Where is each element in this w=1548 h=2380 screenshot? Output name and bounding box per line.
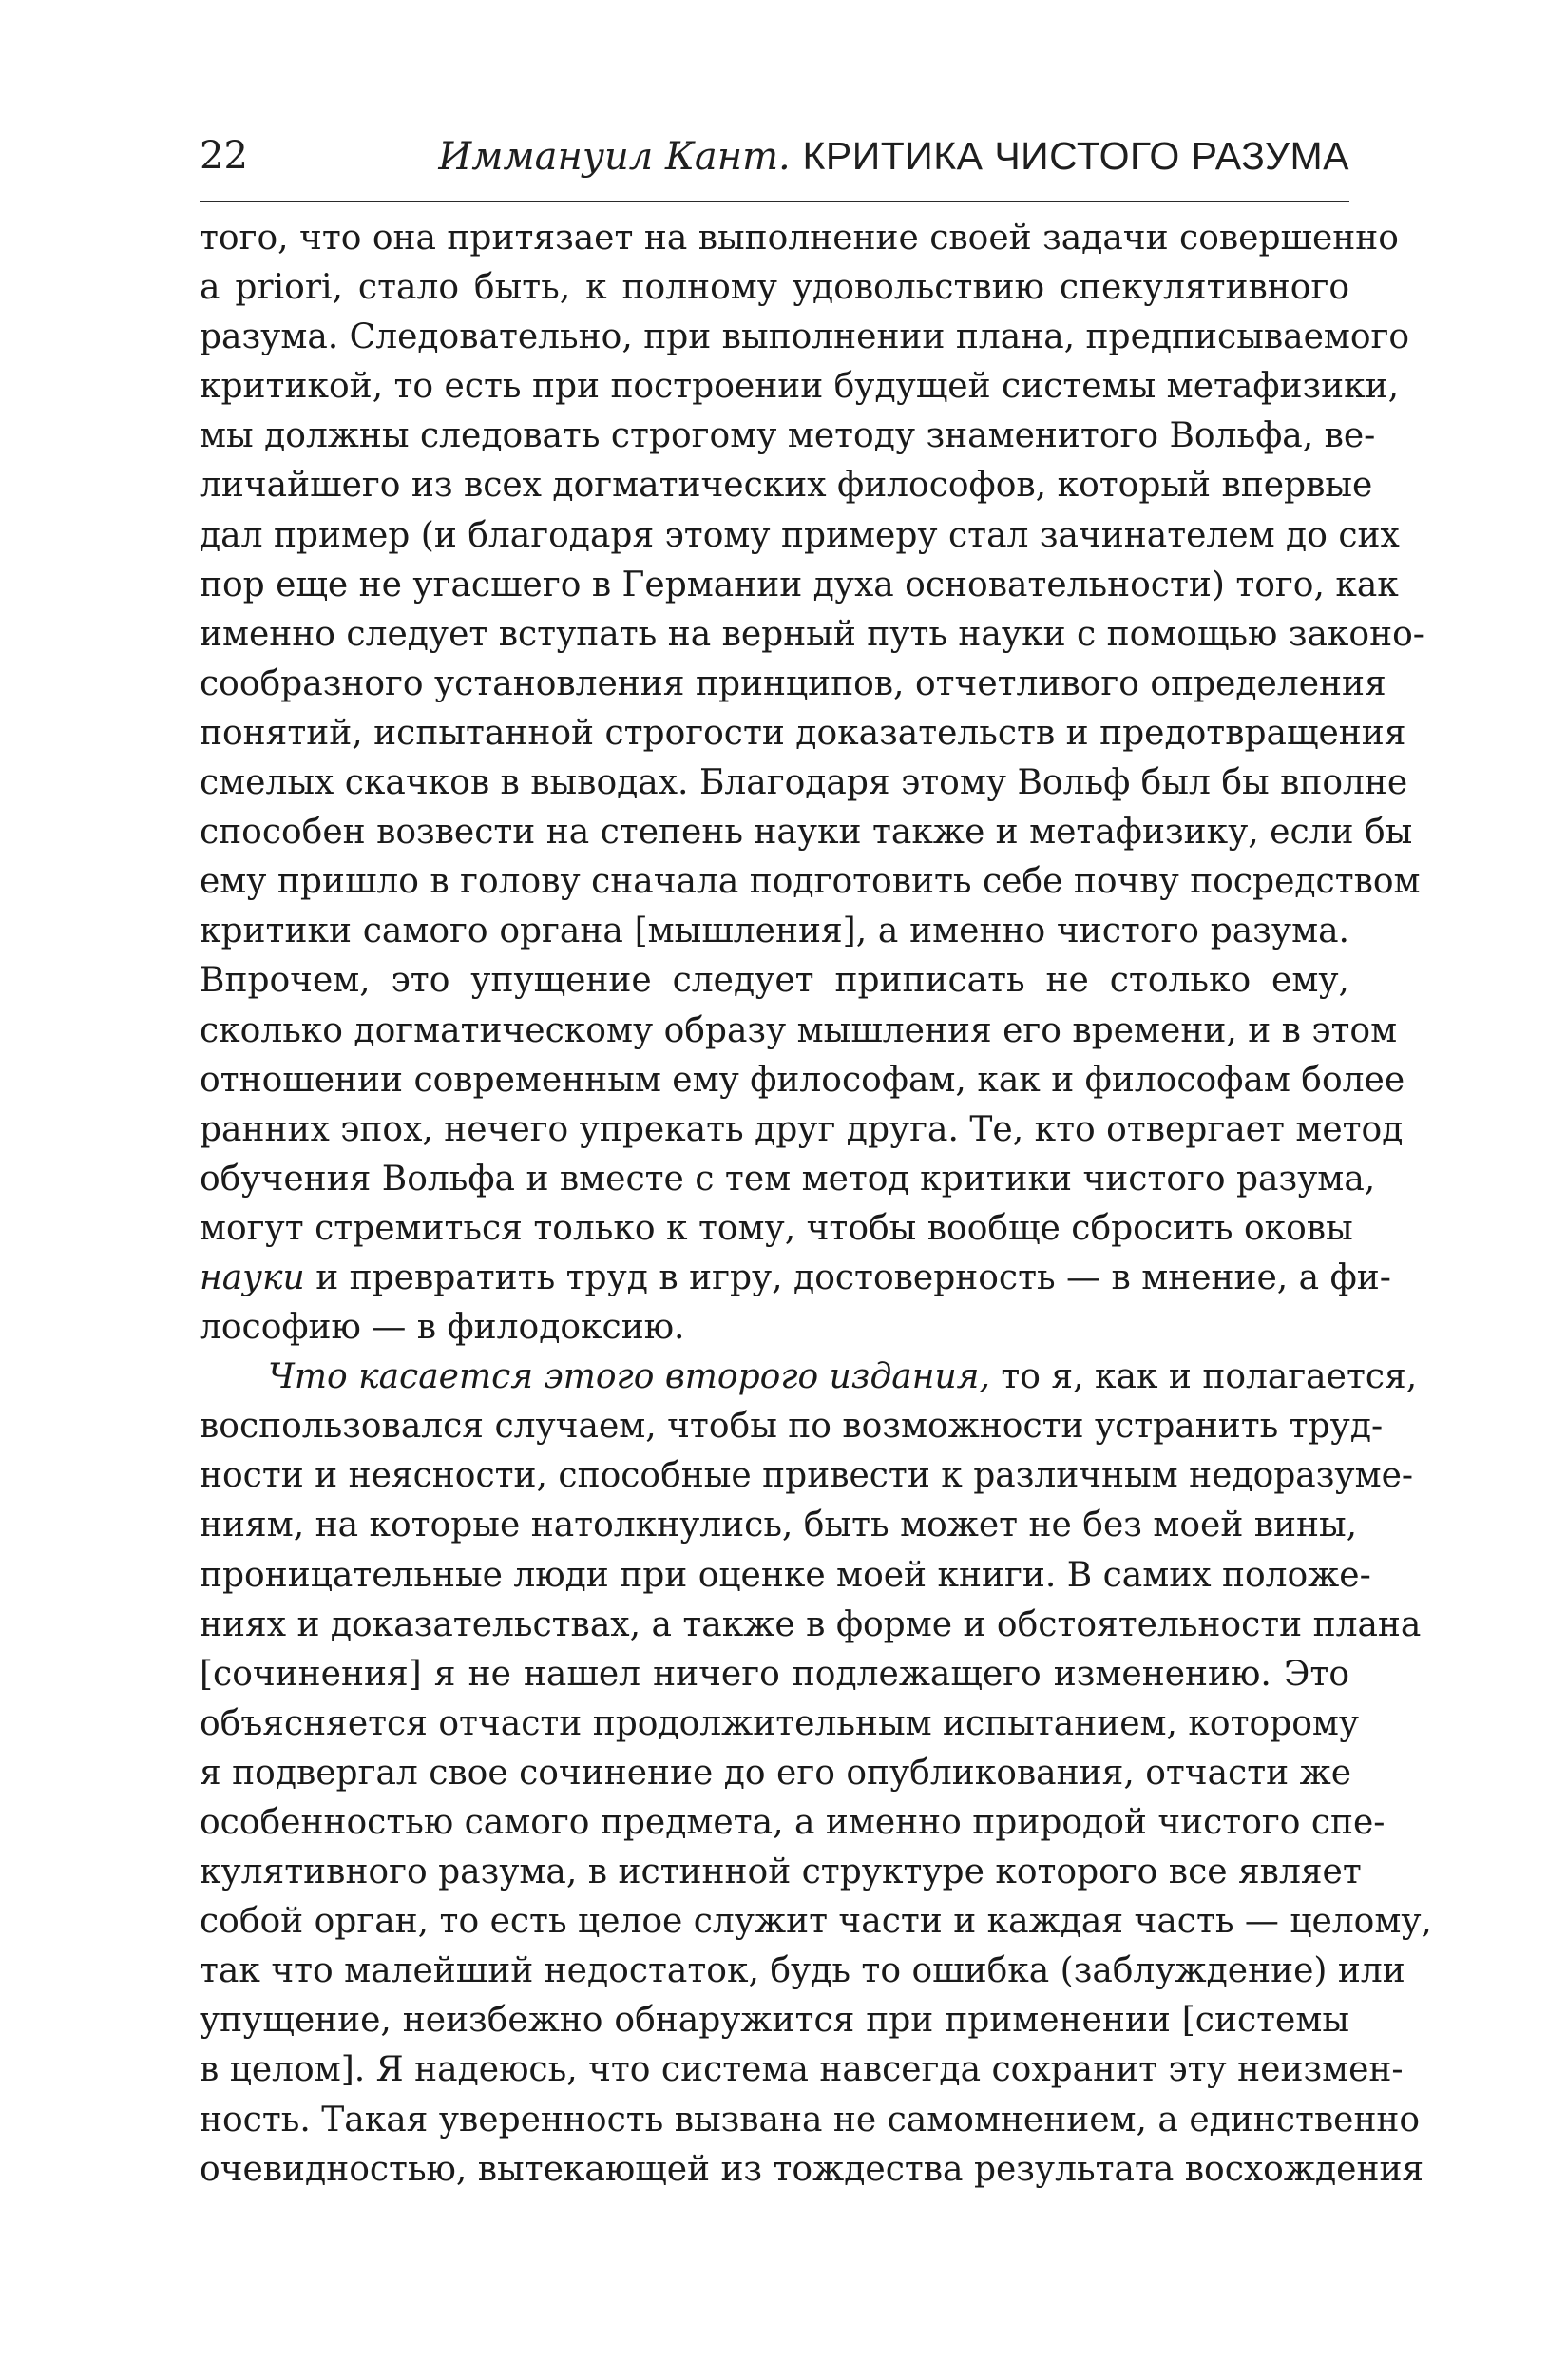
text-run: очевидностью, вытекающей из тождества результата восхождения [200, 2149, 1424, 2189]
text-line [200, 1848, 1362, 1897]
text-run: Впрочем, это упущение следует приписать не столько ему, [200, 961, 1349, 1001]
body-text [200, 214, 1432, 2195]
text-run: обучения Вольфа и вместе с тем метод критики чистого разума, [200, 1159, 1376, 1199]
text-line [200, 907, 1349, 956]
text-run: [сочинения] я не нашел ничего подлежащего изменению. Это [200, 1654, 1349, 1694]
text-run: могут стремиться только к тому, чтобы вообще сбросить оковы [200, 1208, 1353, 1248]
text-line [200, 1007, 1398, 1056]
text-run: критикой, то есть при построении будущей системы метафизики, [200, 367, 1400, 407]
text-line [200, 461, 1373, 510]
text-line [200, 1056, 1405, 1105]
text-line [200, 2145, 1424, 2195]
text-run: отношении современным ему философам, как и философам более [200, 1060, 1405, 1100]
text-run: воспользовался случаем, чтобы по возможности устранить труд- [200, 1407, 1384, 1447]
text-line [200, 1947, 1405, 1996]
text-run: именно следует вступать на верный путь науки с помощью законо- [200, 614, 1424, 654]
italic-run: науки [200, 1257, 305, 1297]
text-line [200, 362, 1400, 412]
text-line [200, 2045, 1404, 2095]
text-run: собой орган, то есть целое служит части и каждая часть — целому, [200, 1902, 1432, 1942]
running-header [200, 129, 1349, 186]
text-run: ниях и доказательствах, а также в форме и обстоятельности плана [200, 1604, 1422, 1644]
text-line [200, 857, 1421, 907]
header-rule [200, 201, 1349, 202]
running-head-title [438, 129, 1349, 183]
text-line [200, 263, 1349, 313]
text-line [200, 313, 1410, 362]
text-line [200, 758, 1408, 808]
text-line [200, 1996, 1349, 2045]
text-line [200, 1105, 1404, 1155]
text-line [200, 561, 1399, 610]
text-run: разума. Следовательно, при выполнении плана, предписываемого [200, 317, 1410, 357]
italic-run: Что касается этого второго издания, [268, 1357, 990, 1397]
text-line [200, 511, 1400, 561]
author-name: Иммануил Кант. [438, 135, 791, 179]
text-run: я подвергал свое сочинение до его опубликования, отчасти же [200, 1753, 1351, 1793]
text-line [200, 214, 1399, 263]
text-run: дал пример (и благодаря этому примеру стал зачинателем до сих [200, 515, 1400, 555]
text-line [200, 1798, 1386, 1848]
text-run: ниям, на которые натолкнулись, быть может не без моей вины, [200, 1506, 1358, 1545]
text-run: кулятивного разума, в истинной структуре которого все являет [200, 1852, 1362, 1892]
text-run: понятий, испытанной строгости доказательств и предотвращения [200, 713, 1406, 753]
text-run: ранних эпох, нечего упрекать друг друга. Те, кто отвергает метод [200, 1109, 1404, 1149]
text-run: критики самого органа [мышления], а именно чистого разума. [200, 912, 1349, 951]
text-run: сколько догматическому образу мышления его времени, и в этом [200, 1010, 1398, 1050]
text-line [200, 808, 1413, 857]
text-line [200, 412, 1376, 461]
text-run: a priori, стало быть, к полному удовольствию спекулятивного [200, 268, 1349, 308]
text-line [200, 1650, 1349, 1699]
text-run: смелых скачков в выводах. Благодаря этому Вольф был бы вполне [200, 763, 1408, 803]
text-run: в целом]. Я надеюсь, что система навсегда сохранит эту неизмен- [200, 2050, 1404, 2090]
text-line [200, 1254, 1391, 1303]
text-line [200, 1551, 1371, 1601]
text-run: то я, как и полагается, [989, 1357, 1418, 1397]
text-line [200, 956, 1349, 1006]
text-run: личайшего из всех догматических философов, который впервые [200, 466, 1373, 506]
text-line [200, 2096, 1421, 2145]
text-line [200, 1353, 1418, 1402]
text-run: ность. Такая уверенность вызвана не самомнением, а единственно [200, 2100, 1421, 2140]
text-run: упущение, неизбежно обнаружится при применении [системы [200, 2001, 1349, 2041]
text-run: особенностью самого предмета, а именно природой чистого спе- [200, 1803, 1386, 1842]
text-line [200, 1402, 1384, 1451]
text-line [200, 660, 1386, 709]
text-line [200, 1601, 1422, 1650]
page-number: 22 [200, 134, 248, 178]
text-run: так что малейший недостаток, будь то ошибка (заблуждение) или [200, 1951, 1405, 1991]
text-run: того, что она притязает на выполнение своей задачи совершенно [200, 219, 1399, 258]
text-line [200, 1303, 1349, 1353]
text-run: способен возвести на степень науки также и метафизику, если бы [200, 813, 1413, 853]
text-line [200, 1699, 1360, 1749]
text-line [200, 610, 1424, 660]
text-run: ности и неясности, способные привести к различным недоразуме- [200, 1456, 1414, 1496]
text-run: лософию — в филодоксию. [200, 1308, 685, 1348]
text-line [200, 1451, 1414, 1501]
text-run: пор еще не угасшего в Германии духа основательности) того, как [200, 565, 1399, 605]
text-run: проницательные люди при оценке моей книги. В самих положе- [200, 1555, 1371, 1595]
text-line [200, 1155, 1376, 1204]
text-run: объясняется отчасти продолжительным испытанием, которому [200, 1703, 1360, 1743]
text-run: ему пришло в голову сначала подготовить себе почву посредством [200, 862, 1421, 902]
text-run: мы должны следовать строгому методу знаменитого Вольфа, ве- [200, 416, 1376, 456]
book-title: КРИТИКА ЧИСТОГО РАЗУМА [802, 134, 1349, 178]
text-run: сообразного установления принципов, отчетливого определения [200, 663, 1386, 703]
text-line [200, 709, 1406, 758]
text-run: и превратить труд в игру, достоверность — в мнение, а фи- [304, 1257, 1391, 1297]
text-line [200, 1501, 1358, 1550]
text-line [200, 1897, 1432, 1947]
text-line [200, 1749, 1349, 1798]
text-line [200, 1204, 1353, 1254]
